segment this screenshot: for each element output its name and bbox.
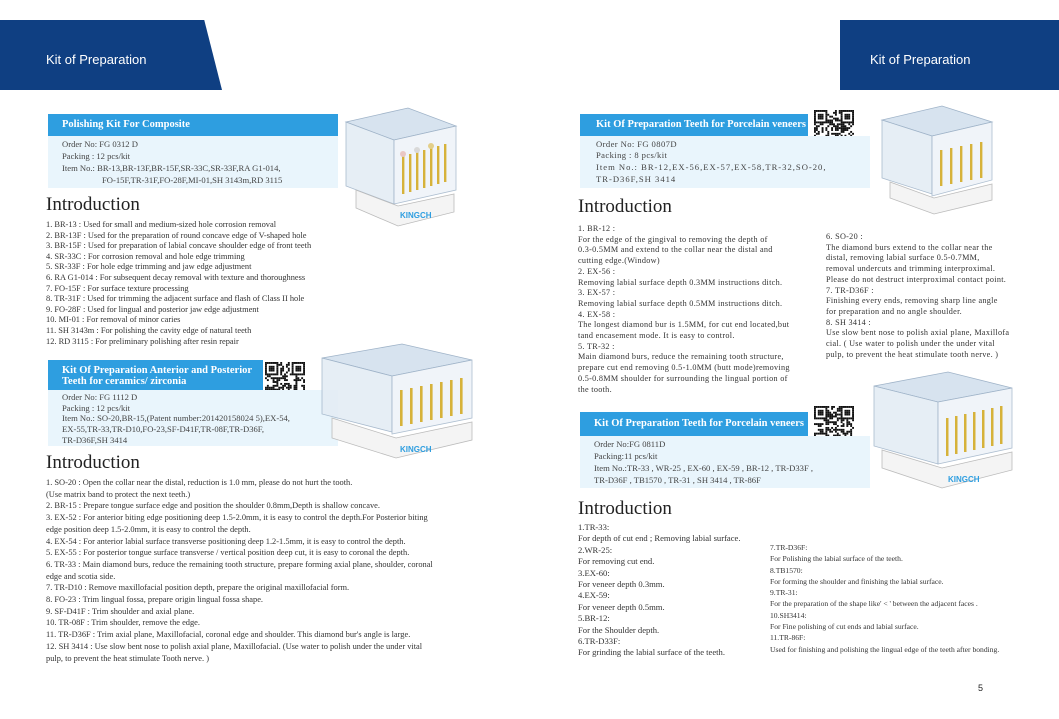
- kit4-info: [580, 436, 870, 488]
- kit1-items-1: Item No.: BR-13,BR-13F,BR-15F,SR-33C,SR-33F,RA G1-014,: [62, 163, 281, 173]
- usage-line: (Use matrix band to protect the next teeth.): [46, 489, 191, 499]
- kit2-title-1: Kit Of Preparation Anterior and Posterior: [62, 365, 253, 376]
- usage-line: For forming the shoulder and finishing the labial surface.: [770, 576, 944, 586]
- usage-line: 2.WR-25:: [578, 544, 613, 555]
- kit4-intro-heading: Introduction: [578, 498, 672, 519]
- kit1-usage-list: [46, 220, 311, 347]
- kit4-packing: Packing:11 pcs/kit: [594, 451, 658, 461]
- usage-line: 1. BR-12 :: [578, 224, 616, 233]
- kit3-items-2: TR-D36F,SH 3414: [596, 174, 677, 184]
- kit2-items-3: TR-D36F,SH 3414: [62, 435, 128, 445]
- usage-line: For the preparation of the shape like' < ' between the adjacent faces .: [770, 599, 978, 609]
- kit4-items-2: TR-D36F , TB1570 , TR-31 , SH 3414 , TR-86F: [594, 475, 761, 485]
- usage-line: 5. SR-33F : For hole edge trimming and jaw edge adjustment: [46, 262, 252, 272]
- usage-line: Please do not destruct interproximal contact point.: [826, 274, 1007, 284]
- usage-line: 5. TR-32 :: [578, 341, 615, 351]
- kit3-title: Kit Of Preparation Teeth for Porcelain veneers: [596, 119, 806, 130]
- usage-line: 5. EX-55 : For posterior tongue surface transverse / vertical position deep cut, it is easy to coronal the depth.: [46, 548, 410, 558]
- kit2-product-image: [312, 342, 482, 460]
- usage-line: pulp, to prevent the heat stimulate tooth nerve. ): [826, 349, 999, 359]
- kit3-product-image: [876, 104, 996, 216]
- usage-line: 2. BR-13F : Used for the preparation of round concave edge of V-shaped hole: [46, 230, 307, 240]
- usage-line: For the Shoulder depth.: [578, 624, 660, 635]
- usage-line: 3. BR-15F : Used for preparation of labial concave shoulder edge of front teeth: [46, 241, 312, 251]
- header-title-right: Kit of Preparation: [870, 52, 971, 67]
- usage-line: The diamond burs extend to the collar near the: [826, 242, 993, 252]
- kit2-order: Order No: FG 1112 D: [62, 392, 138, 402]
- kit1-banner: [48, 114, 338, 136]
- usage-line: 7. TR-D36F :: [826, 285, 874, 295]
- usage-line: 10.SH3414:: [770, 610, 807, 620]
- kit3-intro-heading: Introduction: [578, 196, 672, 217]
- kit4-title: Kit Of Preparation Teeth for Porcelain veneers: [594, 418, 804, 429]
- usage-line: The longest diamond bur is 1.5MM, for cut end located,but: [578, 320, 790, 330]
- usage-line: 12. RD 3115 : For preliminary polishing after resin repair: [46, 336, 239, 346]
- usage-line: pulp, to prevent the heat stimulate Tooth nerve. ): [46, 653, 209, 663]
- usage-line: 4. EX-58 :: [578, 309, 616, 319]
- usage-line: For removing cut end.: [578, 556, 655, 567]
- kit2-intro-heading: Introduction: [46, 452, 140, 473]
- usage-line: 4. SR-33C : For corrosion removal and hole edge trimming: [46, 251, 245, 261]
- usage-line: For grinding the labial surface of the teeth.: [578, 647, 726, 658]
- usage-line: 2. BR-15 : Prepare tongue surface edge and position the shoulder 0.8mm,Depth is shallow concave.: [46, 501, 380, 511]
- kit2-title-2: Teeth for ceramics/ zirconia: [62, 376, 187, 387]
- usage-line: For Fine polishing of cut ends and labial surface.: [770, 622, 919, 632]
- usage-line: 11. SH 3143m : For polishing the cavity edge of natural teeth: [46, 325, 252, 335]
- usage-line: tand encasement mode. It is easy to control.: [578, 331, 735, 341]
- usage-line: distal, removing labial surface 0.5-0.7MM,: [826, 253, 980, 263]
- kit1-order: Order No: FG 0312 D: [62, 139, 138, 149]
- usage-line: Removing labial surface depth 0.5MM instructions ditch.: [578, 298, 783, 308]
- kit3-usage-col1: [578, 224, 790, 395]
- kit2-items-1: Item No.: SO-20,BR-15,(Patent number:201420158024 5),EX-54,: [62, 413, 290, 423]
- usage-line: 9. SF-D41F : Trim shoulder and axial plane.: [46, 606, 195, 616]
- kit2-usage-list: [46, 477, 433, 664]
- usage-line: 0.3-0.5MM and extend to the collar near the distal and: [578, 245, 773, 255]
- usage-line: For the edge of the gingival to removing the depth of: [578, 234, 768, 244]
- kit3-info: [580, 136, 870, 188]
- usage-line: 8.TB1570:: [770, 565, 803, 575]
- kit2-banner: [48, 360, 263, 390]
- usage-line: 8. FO-23 : Trim lingual fossa, prepare origin lingual fossa shape.: [46, 595, 264, 605]
- usage-line: 2. EX-56 :: [578, 266, 616, 276]
- usage-line: 3. EX-52 : For anterior biting edge positioning deep 1.5-2.0mm, it is easy to control the depth.For Posterior biting: [46, 513, 428, 523]
- usage-line: the tooth.: [578, 384, 612, 394]
- kit1-product-image: [338, 104, 458, 228]
- usage-line: 6. TR-33 : Main diamond burs, reduce the remaining tooth structure, prepare forming axial plane, shoulder, coronal: [46, 559, 433, 569]
- usage-line: prepare cut end removing 0.5-1.0MM (butt mode)removing: [578, 363, 790, 373]
- usage-line: 8. SH 3414 :: [826, 317, 871, 327]
- usage-line: 8. TR-31F : Used for trimming the adjacent surface and flash of Class II hole: [46, 294, 305, 304]
- usage-line: Use slow bent nose to polish axial plane, Maxillofa: [826, 328, 1010, 338]
- kit2-brand-label: KINGCH: [400, 445, 432, 454]
- kit4-items-1: Item No.:TR-33 , WR-25 , EX-60 , EX-59 , BR-12 , TR-D33F ,: [594, 463, 814, 473]
- kit3-banner: [580, 114, 808, 136]
- kit3-items-1: Item No.: BR-12,EX-56,EX-57,EX-58,TR-32,SO-20,: [596, 162, 827, 172]
- usage-line: 5.BR-12:: [578, 613, 610, 624]
- usage-line: removal undercuts and trimming interproximal.: [826, 264, 996, 274]
- usage-line: 4.EX-59:: [578, 590, 610, 601]
- usage-line: 9.TR-31:: [770, 588, 798, 598]
- kit1-packing: Packing : 12 pcs/kit: [62, 151, 131, 161]
- kit1-info: [48, 136, 338, 188]
- usage-line: 3. EX-57 :: [578, 288, 616, 298]
- usage-line: 7. TR-D10 : Remove maxillofacial position depth, prepare the original maxillofacial form.: [46, 583, 350, 593]
- kit4-product-image: [866, 368, 1021, 490]
- usage-line: 1.TR-33:: [578, 522, 610, 532]
- usage-line: 0.5-0.8MM shoulder for surrounding the lingual portion of: [578, 373, 788, 383]
- usage-line: for preparation and no angle shoulder.: [826, 306, 962, 316]
- usage-line: 3.EX-60:: [578, 567, 610, 578]
- usage-line: 1. SO-20 : Open the collar near the distal, reduction is 1.0 mm, please do not hurt the tooth.: [46, 478, 353, 487]
- usage-line: Finishing every ends, removing sharp line angle: [826, 296, 998, 306]
- kit4-usage-col2: [770, 542, 999, 655]
- usage-line: 4. EX-54 : For anterior labial surface transverse positioning deep 1.2-1.5mm, it is easy to control the depth.: [46, 536, 406, 546]
- kit2-packing: Packing : 12 pcs/kit: [62, 403, 131, 413]
- kit4-usage-col1: [578, 522, 741, 659]
- usage-line: cutting edge.(Window): [578, 256, 660, 266]
- header-tab-right: [840, 0, 1059, 90]
- usage-line: 1. BR-13 : Used for small and medium-sized hole corrosion removal: [46, 220, 277, 229]
- kit3-usage-col2: [826, 232, 1009, 360]
- usage-line: For veneer depth 0.3mm.: [578, 579, 665, 590]
- kit3-packing: Packing : 8 pcs/kit: [596, 150, 668, 160]
- header-tab-left: [0, 0, 222, 90]
- usage-line: For depth of cut end ; Removing labial surface.: [578, 533, 741, 544]
- usage-line: cial. ( Use water to polish under the under vital: [826, 339, 995, 349]
- usage-line: 10. MI-01 : For removal of minor caries: [46, 315, 181, 325]
- usage-line: For Polishing the labial surface of the teeth.: [770, 554, 903, 564]
- usage-line: Used for finishing and polishing the lingual edge of the teeth after bonding.: [770, 644, 1000, 654]
- kit4-brand-label: KINGCH: [948, 475, 980, 484]
- usage-line: 6. SO-20 :: [826, 232, 863, 241]
- kit1-brand-label: KINGCH: [400, 211, 432, 220]
- usage-line: 12. SH 3414 : Use slow bent nose to polish axial plane, Maxillofacial. (Use water to polish under the under vital: [46, 641, 423, 651]
- usage-line: Removing labial surface depth 0.3MM instructions ditch.: [578, 277, 783, 287]
- kit3-order: Order No: FG 0807D: [596, 139, 677, 149]
- header-title-left: Kit of Preparation: [46, 52, 147, 67]
- usage-line: Main diamond burs, reduce the remaining tooth structure,: [578, 352, 784, 362]
- usage-line: 11. TR-D36F : Trim axial plane, Maxillofacial, coronal edge and shoulder. This diamond bur's angle is large.: [46, 630, 411, 640]
- usage-line: 6. RA G1-014 : For subsequent decay removal with texture and thoroughness: [46, 272, 306, 282]
- usage-line: For veneer depth 0.5mm.: [578, 601, 665, 612]
- kit1-title: Polishing Kit For Composite: [62, 119, 190, 130]
- usage-line: 7.TR-D36F:: [770, 543, 808, 552]
- kit4-order: Order No:FG 0811D: [594, 439, 666, 449]
- page-number: 5: [978, 683, 984, 693]
- usage-line: edge position deep 1.5-2.0mm, it is easy to control the depth.: [46, 524, 251, 534]
- kit4-banner: [580, 412, 808, 436]
- kit2-info: [48, 390, 338, 446]
- usage-line: 11.TR-86F:: [770, 633, 806, 643]
- usage-line: 7. FO-15F : For surface texture processing: [46, 283, 189, 293]
- kit1-items-2: FO-15F,TR-31F,FO-28F,MI-01,SH 3143m,RD 3115: [102, 175, 283, 185]
- usage-line: 6.TR-D33F:: [578, 636, 621, 647]
- usage-line: 9. FO-28F : Used for lingual and posterior jaw edge adjustment: [46, 304, 259, 314]
- usage-line: edge and scotia side.: [46, 571, 116, 581]
- usage-line: 10. TR-08F : Trim shoulder, remove the edge.: [46, 618, 200, 628]
- kit1-intro-heading: Introduction: [46, 194, 140, 215]
- kit2-items-2: EX-55,TR-33,TR-D10,FO-23,SF-D41F,TR-08F,TR-D36F,: [62, 424, 265, 434]
